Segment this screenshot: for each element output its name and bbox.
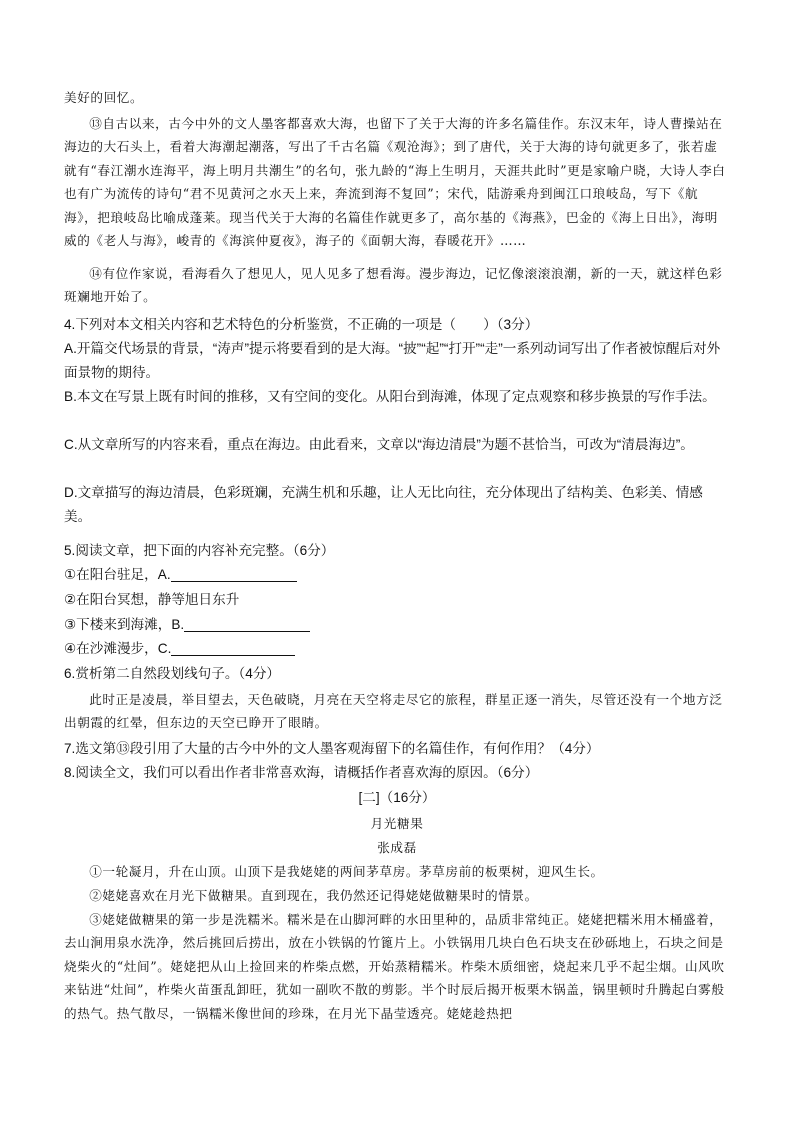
question-6-quote: 此时正是凌晨，举目望去，天色破晓，月亮在天空将走尽它的旅程，群星正逐一消失，尽管还没有一个地方泛出朝霞的红晕，但东边的天空已睁开了眼睛。 (64, 692, 723, 731)
question-5-item-3-text: ③下楼来到海滩，B. (64, 617, 185, 632)
question-4-option-a: A.开篇交代场景的背景，“涛声”提示将要看到的是大海。“披”“起”“打开”“走”一系列动词写出了作者被惊醒后对外面景物的期待。 (64, 341, 721, 380)
passage1-tail: 美好的回忆。 (64, 90, 144, 105)
question-4-stem: 4.下列对本文相关内容和艺术特色的分析鉴赏，不正确的一项是（ ）（3分） (64, 317, 539, 332)
answer-blank-c[interactable] (171, 639, 295, 656)
answer-blank-b[interactable] (184, 615, 310, 632)
question-6-stem: 6.赏析第二自然段划线句子。（4分） (64, 666, 281, 681)
question-4-option-b: B.本文在写景上既有时间的推移，又有空间的变化。从阳台到海滩，体现了定点观察和移步换景的写作手法。 (64, 389, 716, 404)
question-5-item-1 (64, 563, 730, 587)
passage2-author: 张成磊 (377, 840, 417, 855)
question-4-option-c: C.从文章所写的内容来看，重点在海边。由此看来，文章以“海边清晨”为题不甚恰当，可改为“清晨海边”。 (64, 437, 694, 452)
question-5-item-4-text: ④在沙滩漫步，C. (64, 641, 172, 656)
question-5-stem: 5.阅读文章，把下面的内容补充完整。（6分） (64, 543, 335, 558)
passage2-title: 月光糖果 (370, 816, 424, 831)
question-5-item-4 (64, 637, 730, 661)
question-5-item-3 (64, 613, 730, 637)
question-8: 8.阅读全文，我们可以看出作者非常喜欢海，请概括作者喜欢海的原因。（6分） (64, 765, 539, 780)
passage2-paragraph-1: ①一轮凝月，升在山顶。山顶下是我姥姥的两间茅草房。茅草房前的板栗树，迎风生长。 (89, 864, 604, 879)
passage2-paragraph-2: ②姥姥喜欢在月光下做糖果。直到现在，我仍然还记得姥姥做糖果时的情景。 (89, 888, 538, 903)
answer-blank-a[interactable] (171, 565, 297, 582)
question-5-item-2: ②在阳台冥想，静等旭日东升 (64, 592, 240, 607)
passage1-paragraph-14: ⑭有位作家说，看海看久了想见人，见人见多了想看海。漫步海边，记忆像滚滚浪潮，新的一天，就这样色彩斑斓地开始了。 (64, 266, 723, 305)
passage2-paragraph-3: ③姥姥做糖果的第一步是洗糯米。糯米是在山脚河畔的水田里种的，品质非常纯正。姥姥把糯米用木桶盛着，去山涧用泉水洗净，然后挑回后捞出，放在小铁锅的竹篦片上。小铁锅用几块白色石块支在砂砾地上，石块之间是烧柴火的“灶间”。姥姥把从山上捡回来的柞柴点燃，开始蒸精糯米。柞柴木质细密，烧起来几乎不起尘烟。山风吹来钻进“灶间”，柞柴火苗蛋乱卸旺，犹如一副吹不散的剪影。半个时辰后揭开板栗木锅盖，锅里顿时升腾起白雾般的热气。热气散尽，一锅糯米像世间的珍珠，在月光下晶莹透亮。姥姥趁热把 (64, 912, 725, 1021)
section-2-heading: [二]（16分） (358, 790, 436, 805)
passage1-paragraph-13: ⑬自古以来，古今中外的文人墨客都喜欢大海，也留下了关于大海的许多名篇佳作。东汉末年，诗人曹操站在海边的大石头上，看着大海潮起潮落，写出了千古名篇《观沧海》；到了唐代，关于大海的诗句就更多了，张若虚就有“春江潮水连海平，海上明月共潮生”的名句，张九龄的“海上生明月，天涯共此时”更是家喻户晓，大诗人李白也有广为流传的诗句“君不见黄河之水天上来，奔流到海不复回”；宋代，陆游乘舟到闽江口琅岐岛，写下《航海》，把琅岐岛比喻成蓬莱。现当代关于大海的名篇佳作就更多了，高尔基的《海燕》，巴金的《海上日出》，海明威的《老人与海》，峻青的《海滨仲夏夜》，海子的《面朝大海，春暖花开》…… (64, 116, 726, 249)
question-7: 7.选文第⑬段引用了大量的古今中外的文人墨客观海留下的名篇佳作，有何作用？（4分） (64, 741, 600, 756)
question-4-option-d: D.文章描写的海边清晨，色彩斑斓，充满生机和乐趣，让人无比向往，充分体现出了结构美、色彩美、情感美。 (64, 485, 703, 524)
question-5-item-1-text: ①在阳台驻足，A. (64, 567, 171, 582)
